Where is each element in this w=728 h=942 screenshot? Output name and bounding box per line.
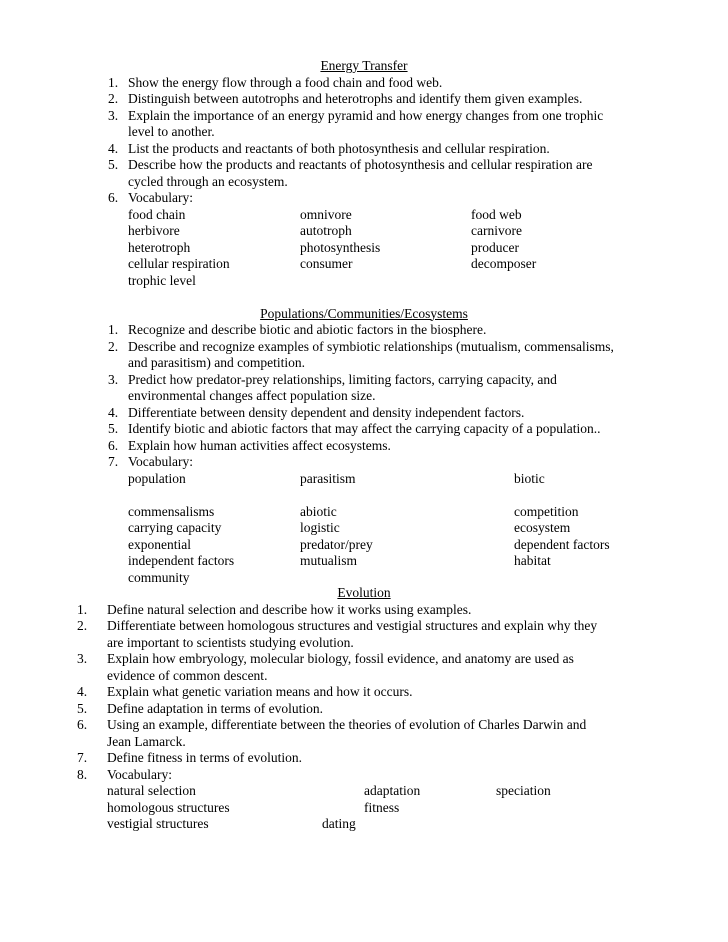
list-number: 8. — [77, 766, 88, 782]
vocab-term: predator/prey — [300, 536, 373, 552]
list-item-text: Describe and recognize examples of symbiotic relationships (mutualism, commensalisms, — [128, 338, 614, 354]
list-item-text: Define fitness in terms of evolution. — [107, 750, 302, 765]
list-item — [77, 684, 707, 701]
list-item — [108, 157, 688, 190]
vocab-term: natural selection — [107, 783, 196, 798]
list-item-text: Jean Lamarck. — [107, 733, 186, 749]
list-item-text: Differentiate between density dependent and density independent factors. — [128, 404, 525, 420]
list-item — [108, 74, 688, 92]
vocab-term: food web — [471, 206, 522, 222]
vocab-term: habitat — [514, 553, 551, 568]
vocab-row — [128, 223, 688, 240]
list-item-text: Explain how human activities affect ecosystems. — [128, 437, 391, 453]
list-item — [77, 717, 707, 750]
list-item-text: Vocabulary: — [128, 454, 193, 469]
list-item — [108, 91, 688, 108]
list-item — [77, 618, 707, 651]
list-item — [108, 322, 688, 339]
vocab-term: mutualism — [300, 553, 357, 568]
vocab-term: decomposer — [471, 256, 537, 271]
list-number: 2. — [108, 338, 119, 354]
list-item-text: Distinguish between autotrophs and heterotrophs and identify them given examples. — [128, 91, 583, 106]
list-item-text: Vocabulary: — [128, 190, 193, 205]
vocab-term: homologous structures — [107, 799, 230, 815]
list-item — [108, 454, 688, 471]
list-item — [108, 404, 688, 422]
vocab-term: abiotic — [300, 503, 337, 519]
vocab-term: exponential — [128, 536, 191, 552]
list-item — [77, 601, 707, 619]
vocab-term: adaptation — [364, 783, 421, 798]
list-number: 5. — [108, 157, 119, 172]
vocab-term: producer — [471, 239, 519, 255]
list-item-text: Define natural selection and describe how it works using examples. — [107, 601, 472, 617]
vocab-term: vestigial structures — [107, 816, 209, 831]
list-item-text: level to another. — [128, 124, 215, 139]
vocab-row — [107, 816, 707, 833]
list-item-text: Explain how embryology, molecular biology, fossil evidence, and anatomy are used as — [107, 651, 574, 666]
vocab-term: consumer — [300, 256, 353, 271]
vocab-term: commensalisms — [128, 503, 215, 519]
list-item-text: Define adaptation in terms of evolution. — [107, 700, 323, 716]
list-item-text: Predict how predator-prey relationships, limiting factors, carrying capacity, and — [128, 371, 557, 387]
vocab-term: independent factors — [128, 553, 235, 568]
list-item — [108, 140, 688, 158]
vocab-term: food chain — [128, 206, 186, 222]
list-item — [108, 371, 688, 405]
list-number: 1. — [108, 322, 119, 337]
vocab-term: autotroph — [300, 223, 352, 238]
list-number: 7. — [77, 750, 88, 765]
vocab-term: carrying capacity — [128, 520, 222, 535]
list-number: 1. — [108, 74, 119, 90]
vocab-row — [128, 207, 688, 224]
vocab-term: competition — [514, 503, 579, 519]
vocab-term: dependent factors — [514, 536, 610, 552]
list-item-text: Differentiate between homologous structures and vestigial structures and explain why they — [107, 618, 598, 633]
list-item-text: Show the energy flow through a food chain and food web. — [128, 74, 443, 90]
list-item-text: and parasitism) and competition. — [128, 355, 305, 370]
list-item-text: Describe how the products and reactants of photosynthesis and cellular respiration are — [128, 157, 593, 172]
vocab-term: herbivore — [128, 223, 180, 238]
list-number: 4. — [108, 404, 119, 420]
list-number: 5. — [77, 700, 88, 716]
vocab-row — [128, 273, 688, 290]
list-item-text: List the products and reactants of both photosynthesis and cellular respiration. — [128, 140, 550, 156]
vocab-row — [128, 570, 688, 587]
vocab-term: logistic — [300, 520, 340, 535]
vocab-term: dating — [322, 816, 356, 831]
vocab-row — [128, 471, 688, 488]
list-item — [77, 750, 707, 767]
list-item-text: Explain what genetic variation means and how it occurs. — [107, 684, 413, 699]
vocab-term: speciation — [496, 783, 551, 798]
list-number: 3. — [77, 651, 88, 666]
vocab-row — [128, 520, 688, 537]
list-item-text: Identify biotic and abiotic factors that may affect the carrying capacity of a population.. — [128, 421, 601, 436]
list-item — [108, 190, 688, 207]
vocab-term: cellular respiration — [128, 256, 230, 271]
vocab-term: heterotroph — [128, 239, 191, 255]
vocab-term: population — [128, 470, 186, 486]
list-number: 3. — [108, 371, 119, 387]
list-item-text: evidence of common descent. — [107, 667, 268, 683]
list-number: 6. — [108, 437, 119, 453]
vocab-row — [107, 783, 707, 800]
list-number: 4. — [77, 684, 88, 699]
populations-list — [108, 322, 688, 586]
list-item-text: Vocabulary: — [107, 766, 172, 782]
list-item — [77, 700, 707, 718]
vocab-row — [128, 240, 688, 257]
evolution-title: Evolution — [337, 585, 391, 600]
energy-transfer-list — [108, 74, 688, 290]
list-item — [108, 437, 688, 455]
vocab-term: trophic level — [128, 272, 196, 288]
list-number: 2. — [77, 618, 88, 633]
populations-title: Populations/Communities/Ecosystems — [260, 305, 468, 321]
list-item-text: Explain the importance of an energy pyramid and how energy changes from one trophic — [128, 107, 604, 123]
vocab-term: biotic — [514, 470, 545, 486]
vocab-term: carnivore — [471, 223, 522, 238]
list-item-text: environmental changes affect population size. — [128, 388, 376, 403]
vocab-row — [107, 800, 707, 817]
list-item-text: are important to scientists studying evolution. — [107, 634, 354, 650]
list-number: 7. — [108, 454, 119, 469]
vocab-term: omnivore — [300, 206, 352, 222]
vocab-term: ecosystem — [514, 520, 571, 535]
vocab-term: photosynthesis — [300, 239, 381, 255]
list-item-text: Using an example, differentiate between the theories of evolution of Charles Darwin and — [107, 717, 587, 732]
list-item — [77, 766, 707, 784]
list-item-text: Recognize and describe biotic and abiotic factors in the biosphere. — [128, 322, 487, 337]
list-item — [77, 651, 707, 684]
vocab-row — [128, 537, 688, 554]
list-number: 6. — [108, 190, 119, 205]
list-item — [108, 421, 688, 438]
vocab-term: parasitism — [300, 470, 356, 486]
list-number: 1. — [77, 601, 88, 617]
list-number: 6. — [77, 717, 88, 732]
vocab-row — [128, 487, 688, 504]
vocab-term: fitness — [364, 799, 400, 815]
list-item-text: cycled through an ecosystem. — [128, 173, 288, 189]
list-number: 2. — [108, 91, 119, 106]
list-item — [108, 107, 688, 141]
list-number: 5. — [108, 421, 119, 436]
vocab-row — [128, 504, 688, 521]
vocab-term: community — [128, 569, 190, 585]
evolution-list — [77, 601, 707, 833]
list-number: 4. — [108, 140, 119, 156]
list-item — [108, 338, 688, 372]
list-number: 3. — [108, 107, 119, 123]
vocab-row — [128, 553, 688, 570]
vocab-row — [128, 256, 688, 273]
energy-transfer-title: Energy Transfer — [320, 58, 408, 73]
